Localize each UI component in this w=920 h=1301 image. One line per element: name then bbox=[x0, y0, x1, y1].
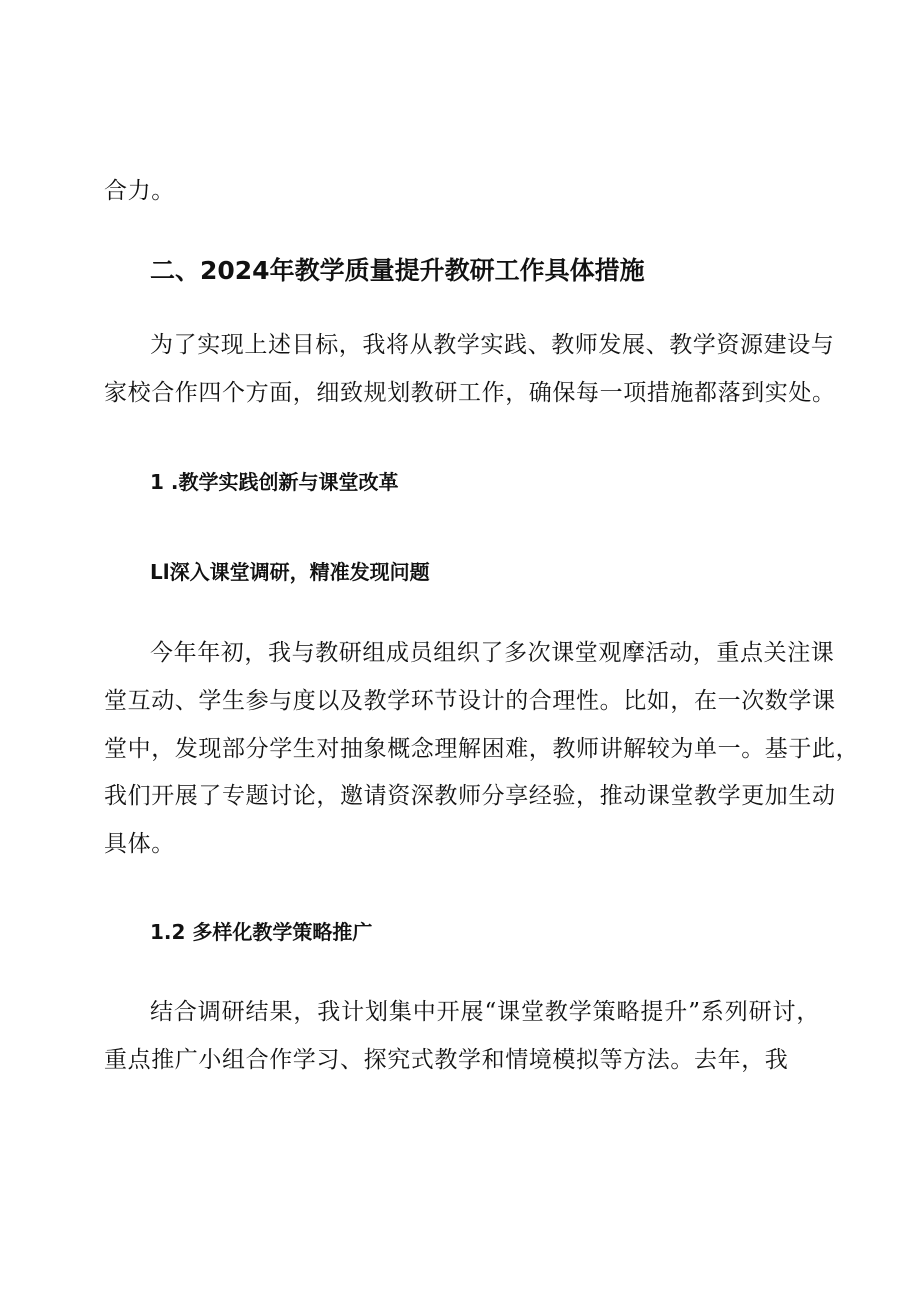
subsection-1-1-paragraph-line-4: 我们开展了专题讨论，邀请资深教师分享经验，推动课堂教学更加生动 bbox=[104, 783, 836, 809]
subsection-1-1-paragraph-line-3: 堂中，发现部分学生对抽象概念理解困难，教师讲解较为单一。基于此， bbox=[104, 736, 860, 762]
intro-paragraph-line-1: 为了实现上述目标，我将从教学实践、教师发展、教学资源建设与 bbox=[150, 332, 835, 358]
subsection-1-2-paragraph-line-1: 结合调研结果，我计划集中开展“课堂教学策略提升”系列研讨， bbox=[150, 999, 820, 1025]
section-heading: 二、2024年教学质量提升教研工作具体措施 bbox=[150, 256, 645, 285]
subsection-1-heading: 1 .教学实践创新与课堂改革 bbox=[150, 470, 399, 494]
subsection-1-1-paragraph-line-1: 今年年初，我与教研组成员组织了多次课堂观摩活动，重点关注课 bbox=[150, 640, 835, 666]
subsection-1-1-paragraph-line-5: 具体。 bbox=[104, 831, 175, 857]
subsection-1-2-heading: 1.2 多样化教学策略推广 bbox=[150, 920, 373, 944]
intro-paragraph-line-2: 家校合作四个方面，细致规划教研工作，确保每一项措施都落到实处。 bbox=[104, 380, 836, 406]
subsection-1-1-paragraph-line-2: 堂互动、学生参与度以及教学环节设计的合理性。比如，在一次数学课 bbox=[104, 688, 836, 714]
continuation-text: 合力。 bbox=[104, 178, 175, 204]
subsection-1-2-paragraph-line-2: 重点推广小组合作学习、探究式教学和情境模拟等方法。去年，我 bbox=[104, 1047, 789, 1073]
subsection-1-1-heading: Ll深入课堂调研，精准发现问题 bbox=[150, 560, 430, 584]
